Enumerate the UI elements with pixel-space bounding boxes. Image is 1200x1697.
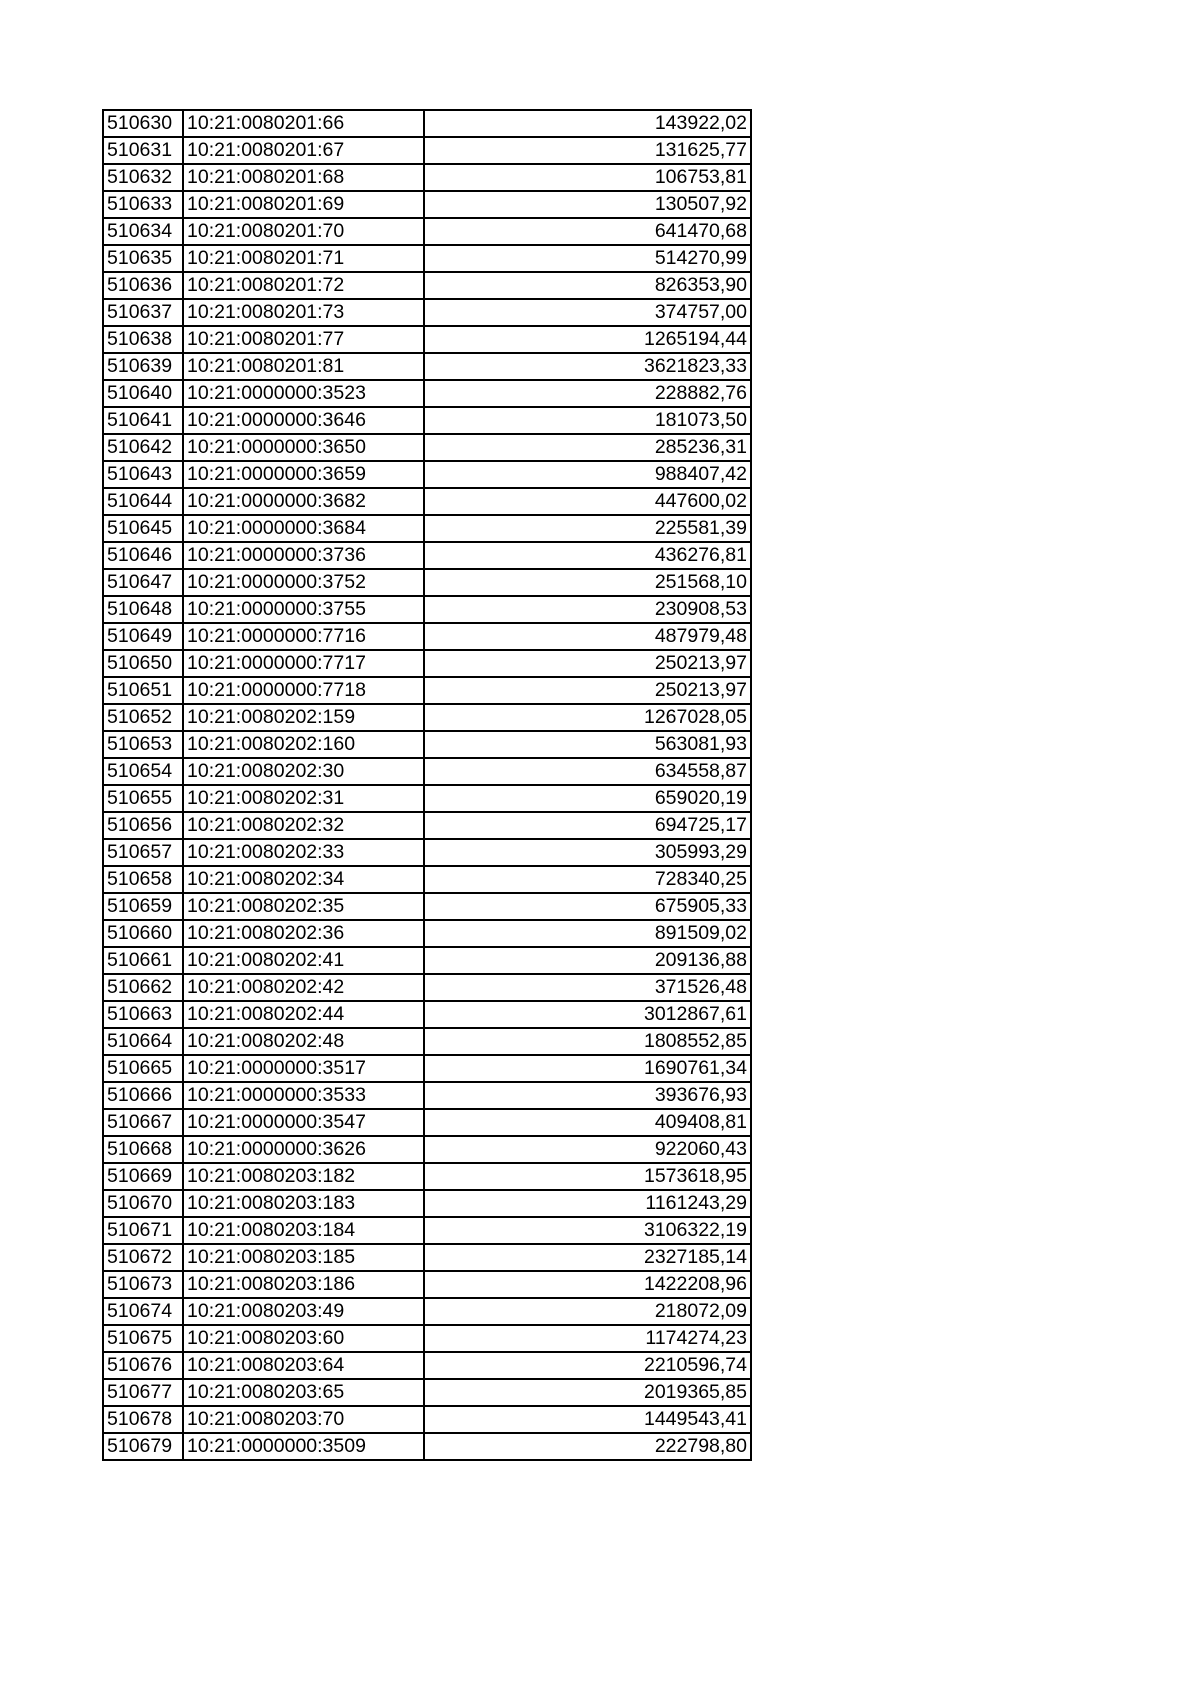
cadastral-value-cell: 222798,80 [424, 1433, 751, 1460]
cadastral-value-cell: 228882,76 [424, 380, 751, 407]
table-row [103, 758, 751, 785]
cadastral-number-cell: 10:21:0000000:3533 [183, 1082, 424, 1109]
cadastral-number-cell: 10:21:0080201:77 [183, 326, 424, 353]
cadastral-number-cell: 10:21:0000000:3755 [183, 596, 424, 623]
table-row [103, 380, 751, 407]
cadastral-value-cell: 305993,29 [424, 839, 751, 866]
row-id-cell: 510658 [103, 866, 183, 893]
row-id-cell: 510641 [103, 407, 183, 434]
table-row [103, 1406, 751, 1433]
cadastral-value-cell: 374757,00 [424, 299, 751, 326]
cadastral-value-cell: 2210596,74 [424, 1352, 751, 1379]
table-row [103, 1244, 751, 1271]
cadastral-value-cell: 218072,09 [424, 1298, 751, 1325]
table-row [103, 407, 751, 434]
row-id-cell: 510643 [103, 461, 183, 488]
row-id-cell: 510636 [103, 272, 183, 299]
cadastral-value-cell: 131625,77 [424, 137, 751, 164]
table-row [103, 596, 751, 623]
table-row [103, 542, 751, 569]
cadastral-value-cell: 891509,02 [424, 920, 751, 947]
row-id-cell: 510672 [103, 1244, 183, 1271]
table-row [103, 893, 751, 920]
table-row [103, 461, 751, 488]
cadastral-value-cell: 393676,93 [424, 1082, 751, 1109]
row-id-cell: 510668 [103, 1136, 183, 1163]
table-row [103, 1136, 751, 1163]
cadastral-value-cell: 130507,92 [424, 191, 751, 218]
cadastral-value-cell: 1690761,34 [424, 1055, 751, 1082]
cadastral-value-cell: 826353,90 [424, 272, 751, 299]
cadastral-value-cell: 3106322,19 [424, 1217, 751, 1244]
table-row [103, 704, 751, 731]
table-row [103, 1001, 751, 1028]
cadastral-number-cell: 10:21:0080202:33 [183, 839, 424, 866]
row-id-cell: 510644 [103, 488, 183, 515]
row-id-cell: 510673 [103, 1271, 183, 1298]
table-row [103, 1082, 751, 1109]
table-row [103, 191, 751, 218]
row-id-cell: 510649 [103, 623, 183, 650]
cadastral-number-cell: 10:21:0080203:184 [183, 1217, 424, 1244]
cadastral-value-cell: 634558,87 [424, 758, 751, 785]
cadastral-number-cell: 10:21:0080203:65 [183, 1379, 424, 1406]
table-row [103, 1190, 751, 1217]
cadastral-value-cell: 143922,02 [424, 110, 751, 137]
row-id-cell: 510669 [103, 1163, 183, 1190]
table-row [103, 434, 751, 461]
cadastral-value-cell: 659020,19 [424, 785, 751, 812]
table-row [103, 110, 751, 137]
cadastral-value-cell: 250213,97 [424, 677, 751, 704]
row-id-cell: 510646 [103, 542, 183, 569]
row-id-cell: 510650 [103, 650, 183, 677]
cadastral-value-cell: 487979,48 [424, 623, 751, 650]
row-id-cell: 510661 [103, 947, 183, 974]
row-id-cell: 510631 [103, 137, 183, 164]
cadastral-number-cell: 10:21:0080201:73 [183, 299, 424, 326]
cadastral-value-cell: 285236,31 [424, 434, 751, 461]
cadastral-number-cell: 10:21:0080202:159 [183, 704, 424, 731]
row-id-cell: 510639 [103, 353, 183, 380]
cadastral-value-cell: 436276,81 [424, 542, 751, 569]
cadastral-value-cell: 514270,99 [424, 245, 751, 272]
cadastral-value-cell: 371526,48 [424, 974, 751, 1001]
cadastral-value-cell: 251568,10 [424, 569, 751, 596]
cadastral-number-cell: 10:21:0080201:70 [183, 218, 424, 245]
cadastral-number-cell: 10:21:0080201:81 [183, 353, 424, 380]
row-id-cell: 510667 [103, 1109, 183, 1136]
table-row [103, 1271, 751, 1298]
table-row [103, 1163, 751, 1190]
row-id-cell: 510655 [103, 785, 183, 812]
cadastral-number-cell: 10:21:0000000:3682 [183, 488, 424, 515]
table-row [103, 515, 751, 542]
row-id-cell: 510670 [103, 1190, 183, 1217]
cadastral-value-cell: 225581,39 [424, 515, 751, 542]
table-row [103, 1298, 751, 1325]
cadastral-value-cell: 988407,42 [424, 461, 751, 488]
cadastral-value-cell: 1573618,95 [424, 1163, 751, 1190]
cadastral-value-cell: 728340,25 [424, 866, 751, 893]
cadastral-number-cell: 10:21:0000000:3626 [183, 1136, 424, 1163]
table-row [103, 353, 751, 380]
row-id-cell: 510679 [103, 1433, 183, 1460]
row-id-cell: 510678 [103, 1406, 183, 1433]
cadastral-value-cell: 3621823,33 [424, 353, 751, 380]
row-id-cell: 510677 [103, 1379, 183, 1406]
cadastral-number-cell: 10:21:0000000:3646 [183, 407, 424, 434]
row-id-cell: 510633 [103, 191, 183, 218]
table-row [103, 569, 751, 596]
table-row [103, 785, 751, 812]
cadastral-number-cell: 10:21:0080201:68 [183, 164, 424, 191]
cadastral-number-cell: 10:21:0000000:3523 [183, 380, 424, 407]
cadastral-number-cell: 10:21:0000000:3650 [183, 434, 424, 461]
cadastral-number-cell: 10:21:0080202:41 [183, 947, 424, 974]
table-row [103, 218, 751, 245]
table-body [103, 110, 751, 1460]
row-id-cell: 510652 [103, 704, 183, 731]
row-id-cell: 510632 [103, 164, 183, 191]
table-row [103, 839, 751, 866]
row-id-cell: 510630 [103, 110, 183, 137]
table-row [103, 866, 751, 893]
row-id-cell: 510637 [103, 299, 183, 326]
cadastral-value-cell: 447600,02 [424, 488, 751, 515]
row-id-cell: 510634 [103, 218, 183, 245]
row-id-cell: 510659 [103, 893, 183, 920]
row-id-cell: 510675 [103, 1325, 183, 1352]
cadastral-value-cell: 106753,81 [424, 164, 751, 191]
cadastral-number-cell: 10:21:0080201:69 [183, 191, 424, 218]
cadastral-value-cell: 2019365,85 [424, 1379, 751, 1406]
cadastral-number-cell: 10:21:0080203:70 [183, 1406, 424, 1433]
cadastral-number-cell: 10:21:0080201:72 [183, 272, 424, 299]
cadastral-number-cell: 10:21:0080201:67 [183, 137, 424, 164]
row-id-cell: 510665 [103, 1055, 183, 1082]
cadastral-value-cell: 250213,97 [424, 650, 751, 677]
table-row [103, 1217, 751, 1244]
cadastral-number-cell: 10:21:0000000:3517 [183, 1055, 424, 1082]
cadastral-number-cell: 10:21:0000000:7717 [183, 650, 424, 677]
cadastral-number-cell: 10:21:0080201:71 [183, 245, 424, 272]
cadastral-value-cell: 1174274,23 [424, 1325, 751, 1352]
table-row [103, 1055, 751, 1082]
table-row [103, 137, 751, 164]
cadastral-number-cell: 10:21:0080201:66 [183, 110, 424, 137]
table-row [103, 650, 751, 677]
cadastral-number-cell: 10:21:0000000:7716 [183, 623, 424, 650]
table-row [103, 1433, 751, 1460]
row-id-cell: 510660 [103, 920, 183, 947]
cadastral-number-cell: 10:21:0080202:44 [183, 1001, 424, 1028]
cadastral-value-cell: 1808552,85 [424, 1028, 751, 1055]
cadastral-number-cell: 10:21:0000000:3684 [183, 515, 424, 542]
cadastral-number-cell: 10:21:0080202:35 [183, 893, 424, 920]
cadastral-value-cell: 2327185,14 [424, 1244, 751, 1271]
cadastral-number-cell: 10:21:0000000:3736 [183, 542, 424, 569]
cadastral-value-cell: 181073,50 [424, 407, 751, 434]
table-row [103, 299, 751, 326]
row-id-cell: 510651 [103, 677, 183, 704]
table-row [103, 920, 751, 947]
table-row [103, 1109, 751, 1136]
cadastral-value-cell: 1161243,29 [424, 1190, 751, 1217]
document-page [102, 109, 750, 1461]
row-id-cell: 510648 [103, 596, 183, 623]
cadastral-value-cell: 409408,81 [424, 1109, 751, 1136]
row-id-cell: 510676 [103, 1352, 183, 1379]
row-id-cell: 510642 [103, 434, 183, 461]
cadastral-value-cell: 209136,88 [424, 947, 751, 974]
table-row [103, 677, 751, 704]
row-id-cell: 510654 [103, 758, 183, 785]
table-row [103, 272, 751, 299]
cadastral-number-cell: 10:21:0080202:31 [183, 785, 424, 812]
cadastral-value-cell: 694725,17 [424, 812, 751, 839]
table-row [103, 812, 751, 839]
table-row [103, 1352, 751, 1379]
row-id-cell: 510663 [103, 1001, 183, 1028]
row-id-cell: 510666 [103, 1082, 183, 1109]
cadastral-value-cell: 3012867,61 [424, 1001, 751, 1028]
cadastral-number-cell: 10:21:0080203:186 [183, 1271, 424, 1298]
cadastral-number-cell: 10:21:0080202:42 [183, 974, 424, 1001]
cadastral-number-cell: 10:21:0080202:30 [183, 758, 424, 785]
row-id-cell: 510671 [103, 1217, 183, 1244]
cadastral-number-cell: 10:21:0080203:60 [183, 1325, 424, 1352]
row-id-cell: 510653 [103, 731, 183, 758]
cadastral-number-cell: 10:21:0000000:3752 [183, 569, 424, 596]
row-id-cell: 510656 [103, 812, 183, 839]
cadastral-value-cell: 1267028,05 [424, 704, 751, 731]
table-row [103, 947, 751, 974]
row-id-cell: 510645 [103, 515, 183, 542]
table-row [103, 1379, 751, 1406]
cadastral-number-cell: 10:21:0080203:183 [183, 1190, 424, 1217]
cadastral-number-cell: 10:21:0080203:182 [183, 1163, 424, 1190]
row-id-cell: 510640 [103, 380, 183, 407]
cadastral-number-cell: 10:21:0080202:36 [183, 920, 424, 947]
cadastral-number-cell: 10:21:0080202:48 [183, 1028, 424, 1055]
cadastral-number-cell: 10:21:0080202:34 [183, 866, 424, 893]
cadastral-number-cell: 10:21:0000000:3659 [183, 461, 424, 488]
cadastral-value-cell: 1449543,41 [424, 1406, 751, 1433]
row-id-cell: 510657 [103, 839, 183, 866]
row-id-cell: 510664 [103, 1028, 183, 1055]
row-id-cell: 510662 [103, 974, 183, 1001]
cadastral-number-cell: 10:21:0080203:64 [183, 1352, 424, 1379]
cadastral-value-cell: 675905,33 [424, 893, 751, 920]
table-row [103, 974, 751, 1001]
cadastral-value-cell: 1422208,96 [424, 1271, 751, 1298]
cadastral-number-cell: 10:21:0080203:185 [183, 1244, 424, 1271]
cadastral-value-cell: 230908,53 [424, 596, 751, 623]
table-row [103, 623, 751, 650]
row-id-cell: 510674 [103, 1298, 183, 1325]
cadastral-value-cell: 641470,68 [424, 218, 751, 245]
cadastral-number-cell: 10:21:0000000:3509 [183, 1433, 424, 1460]
table-row [103, 731, 751, 758]
cadastral-number-cell: 10:21:0080202:32 [183, 812, 424, 839]
table-row [103, 488, 751, 515]
cadastral-value-cell: 1265194,44 [424, 326, 751, 353]
table-row [103, 164, 751, 191]
cadastral-number-cell: 10:21:0000000:7718 [183, 677, 424, 704]
cadastral-number-cell: 10:21:0080203:49 [183, 1298, 424, 1325]
table-row [103, 1325, 751, 1352]
row-id-cell: 510638 [103, 326, 183, 353]
table-row [103, 1028, 751, 1055]
cadastral-value-cell: 563081,93 [424, 731, 751, 758]
cadastral-number-cell: 10:21:0080202:160 [183, 731, 424, 758]
row-id-cell: 510635 [103, 245, 183, 272]
cadastral-number-cell: 10:21:0000000:3547 [183, 1109, 424, 1136]
cadastral-value-cell: 922060,43 [424, 1136, 751, 1163]
cadastral-value-table [102, 109, 752, 1461]
table-row [103, 245, 751, 272]
table-row [103, 326, 751, 353]
row-id-cell: 510647 [103, 569, 183, 596]
